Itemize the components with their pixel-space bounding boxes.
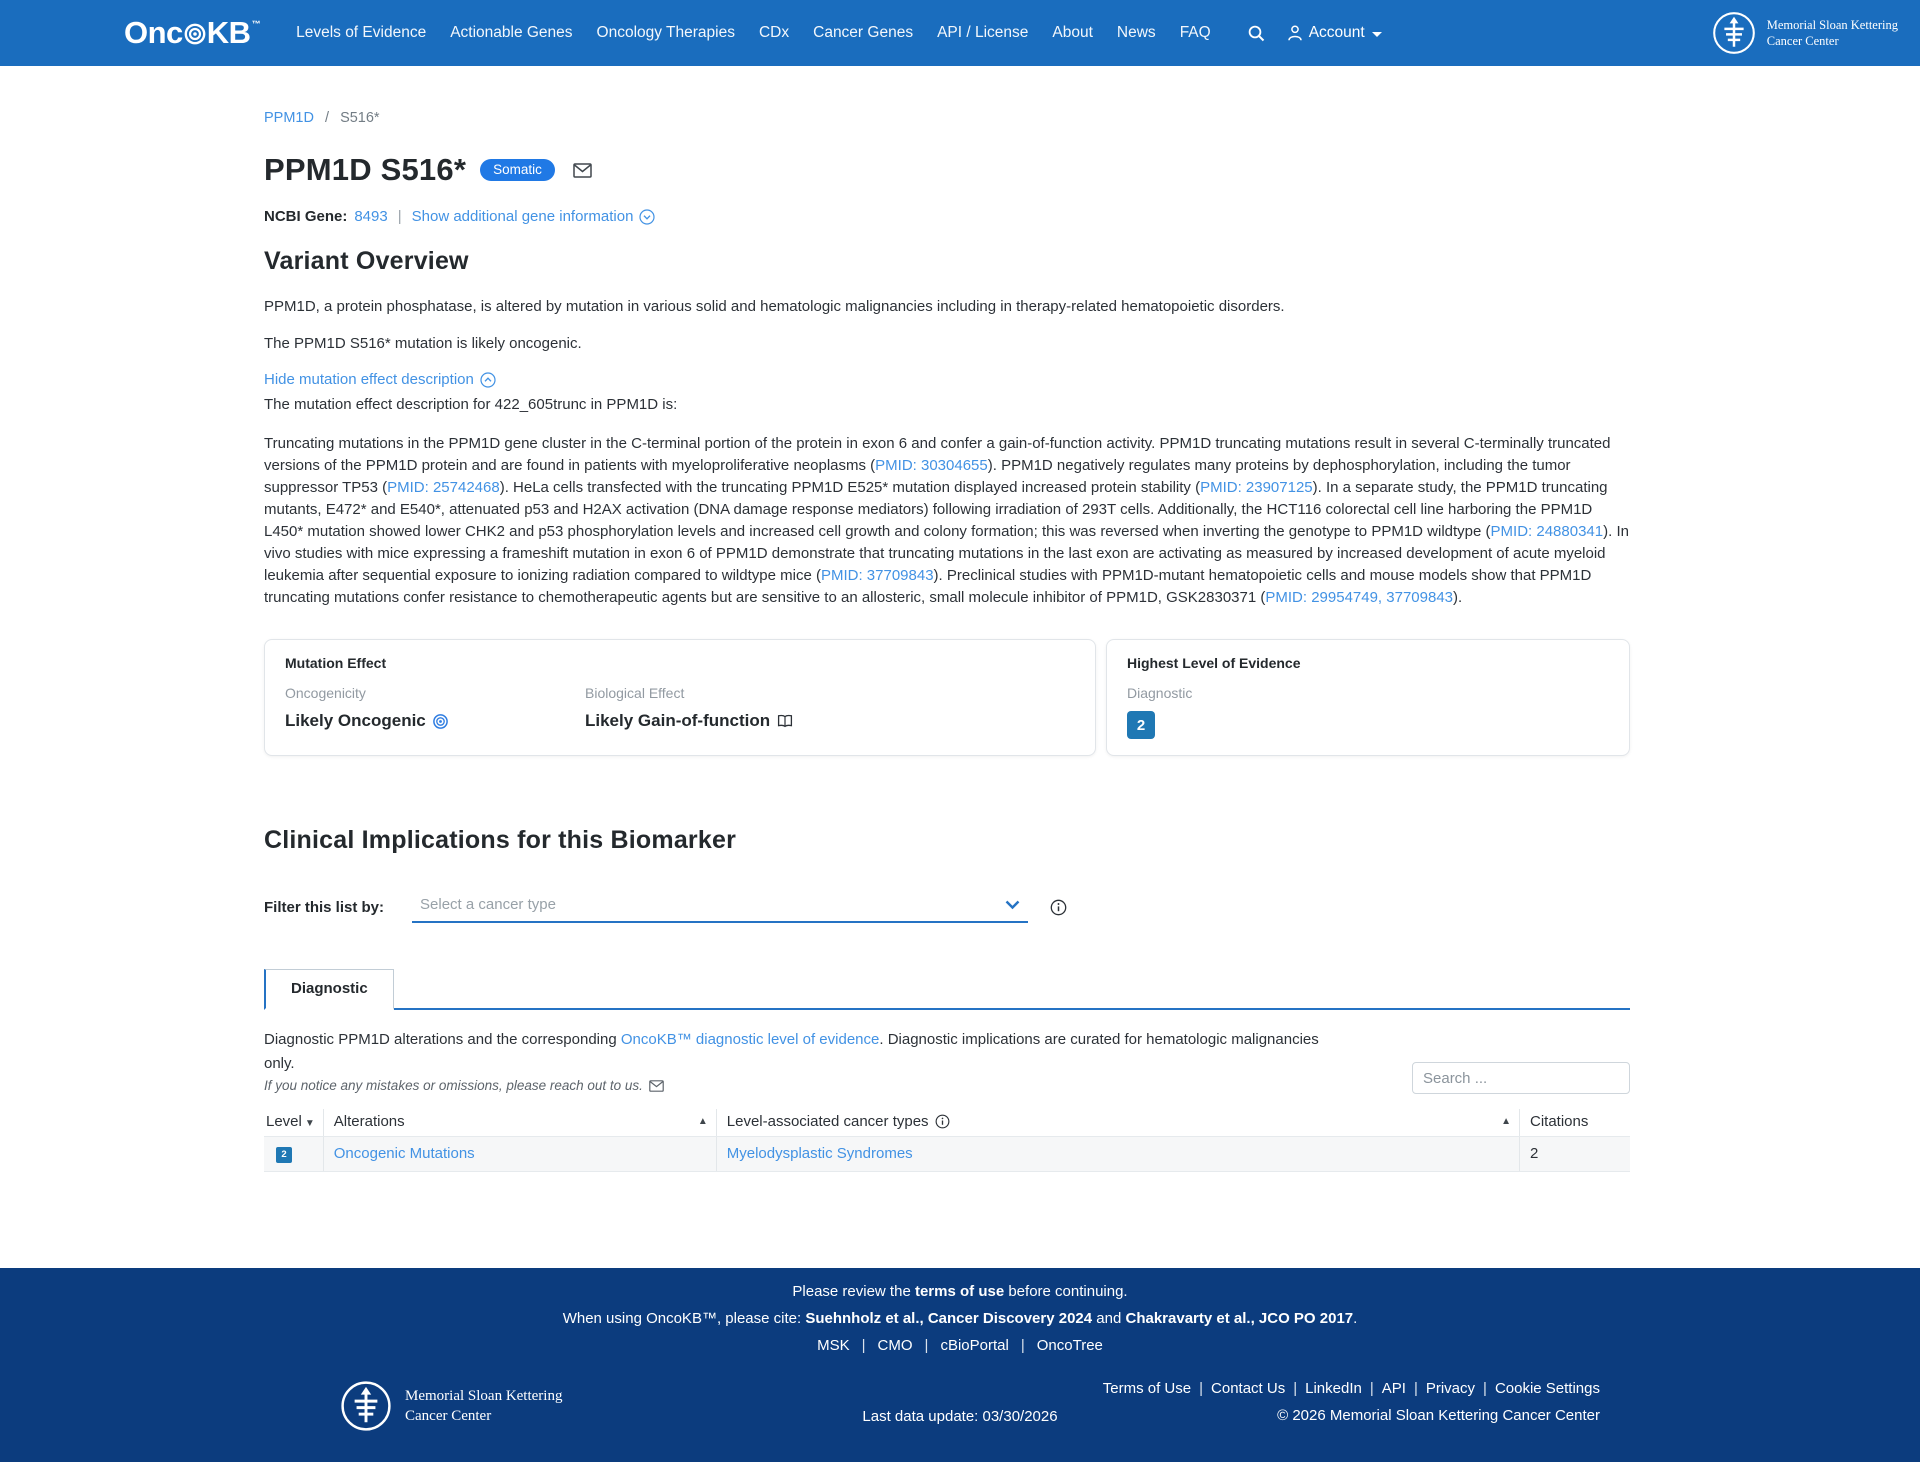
pmid-link[interactable]: PMID: 25742468 — [387, 479, 500, 496]
oncogenicity-label: Oncogenicity — [285, 685, 366, 701]
biological-effect-value: Likely Gain-of-function — [585, 711, 771, 730]
footer-quick-links — [0, 1337, 1920, 1355]
nav-link[interactable]: FAQ — [1179, 24, 1211, 41]
show-gene-info-link[interactable]: Show additional gene information — [411, 208, 634, 225]
alteration-link[interactable]: Oncogenic Mutations — [333, 1144, 475, 1162]
nav-link[interactable]: Actionable Genes — [450, 24, 573, 41]
pmid-link[interactable]: PMID: 24880341 — [1490, 523, 1604, 540]
footer-msk-name: Memorial Sloan Kettering Cancer Center — [405, 1387, 563, 1424]
somatic-badge: Somatic — [480, 159, 555, 182]
diagnostic-tab-panel — [264, 1028, 1630, 1172]
evidence-levels-link[interactable]: OncoKB™ diagnostic level of evidence — [620, 1031, 880, 1048]
cancer-type-select-placeholder: Select a cancer type — [420, 896, 556, 913]
footer-legal-link[interactable]: Contact Us — [1211, 1380, 1286, 1397]
person-icon — [1287, 24, 1303, 42]
ncbi-gene-id-link[interactable]: 8493 — [354, 208, 388, 225]
evidence-category-label: Diagnostic — [1127, 685, 1193, 701]
breadcrumb-separator: / — [325, 110, 330, 126]
ncbi-gene-label: NCBI Gene: — [264, 208, 348, 225]
footer-quick-link[interactable]: CMO — [877, 1337, 913, 1354]
terms-of-use-link[interactable]: terms of use — [914, 1283, 1005, 1300]
column-header-alterations[interactable]: Alterations ▲ — [323, 1109, 716, 1137]
nav-link[interactable]: Cancer Genes — [813, 24, 914, 41]
citations-count: 2 — [1520, 1137, 1631, 1172]
filter-info-icon[interactable] — [1050, 899, 1067, 916]
oncogenic-bullseye-icon[interactable] — [433, 714, 448, 729]
citation-link[interactable]: Chakravarty et al., JCO PO 2017 — [1125, 1310, 1354, 1327]
msk-mark-icon — [1712, 11, 1756, 55]
brand-text-pre: Onc — [124, 15, 183, 50]
chevron-down-icon — [1372, 32, 1382, 37]
citation-link[interactable]: Suehnholz et al., Cancer Discovery 2024 — [805, 1310, 1093, 1327]
gene-background-text: PPM1D, a protein phosphatase, is altered by mutation in various solid and hematologic malignancies including in therapy-related hematopoietic disorders. — [264, 298, 1285, 315]
terms-review-line: Please review the terms of use before continuing. — [792, 1283, 1128, 1300]
chevron-circle-up-icon — [480, 372, 496, 388]
nav-links — [284, 24, 1223, 42]
breadcrumb — [264, 110, 1630, 126]
breadcrumb-gene-link[interactable]: PPM1D — [264, 110, 314, 126]
table-row — [264, 1137, 1630, 1172]
citations-book-icon[interactable] — [777, 714, 793, 728]
implication-tabs — [264, 969, 1630, 1010]
account-menu[interactable] — [1287, 24, 1382, 42]
column-header-cancer-types[interactable]: Level-associated cancer types ▲ — [716, 1109, 1519, 1137]
footer-legal-link[interactable]: LinkedIn — [1305, 1380, 1362, 1397]
select-chevron-down-icon — [1005, 900, 1020, 910]
feedback-note-mail-icon[interactable] — [649, 1080, 664, 1092]
diagnostic-description: Diagnostic PPM1D alterations and the corresponding OncoKB™ diagnostic level of evidence. Diagnostic implications are curated for hematologic malignancies only. — [264, 1031, 1319, 1072]
separator: | — [1369, 1380, 1374, 1397]
top-navbar — [0, 0, 1920, 66]
tab-diagnostic[interactable]: Diagnostic — [264, 969, 394, 1010]
feedback-note: If you notice any mistakes or omissions, please reach out to us. — [264, 1078, 643, 1093]
separator: | — [1020, 1337, 1025, 1354]
oncokb-logo[interactable] — [124, 15, 260, 51]
cancer-type-select[interactable] — [412, 891, 1028, 923]
mutation-effect-card — [264, 639, 1096, 756]
footer-quick-link[interactable]: cBioPortal — [940, 1337, 1009, 1354]
nav-link[interactable]: Oncology Therapies — [596, 24, 735, 41]
biological-effect-label: Biological Effect — [585, 685, 685, 701]
separator: | — [1199, 1380, 1204, 1397]
separator: | — [1413, 1380, 1418, 1397]
divider: | — [397, 208, 402, 225]
highest-evidence-card — [1106, 639, 1630, 756]
last-data-update: Last data update: 03/30/2026 — [862, 1408, 1058, 1425]
column-header-level[interactable]: Level ▼ — [264, 1109, 323, 1137]
separator: | — [861, 1337, 866, 1354]
brand-text-post: KB — [206, 15, 251, 50]
variant-overview-heading: Variant Overview — [264, 247, 469, 275]
mutation-effect-description: Truncating mutations in the PPM1D gene cluster in the C-terminal portion of the protein in exon 6 and confer a gain-of-function activity. PPM1D truncating mutations result in several C-terminally truncated versions of the PPM1D protein and are found in patients with myeloproliferative neoplasms (PMID: 30304655). PPM1D negatively regulates many proteins by dephosphorylation, including the tumor suppressor TP53 (PMID: 25742468). HeLa cells transfected with the truncating PPM1D E525* mutation displayed increased protein stability (PMID: 23907125). In a separate study, the PPM1D truncating mutants, E472* and E540*, attenuated p53 and H2AX activation (DNA damage response mediators) following irradiation of 293T cells. Additionally, the HCT116 colorectal cell line harboring the PPM1D L450* mutation showed lower CHK2 and p53 phosphorylation levels and increased cell growth and colony formation; this was reversed when inverting the genotype to PPM1D wildtype (PMID: 24880341). In vivo studies with mice expressing a frameshift mutation in exon 6 of PPM1D demonstrate that truncating mutations in the last exon are activating as measured by increased development of acute myeloid leukemia after sequential exposure to ionizing radiation compared to wildtype mice (PMID: 37709843). Preclinical studies with PPM1D-mutant hematopoietic cells and mouse models show that PPM1D truncating mutations confer resistance to chemotherapeutic agents but are sensitive to an allosteric, small molecule inhibitor of PPM1D, GSK2830371 (PMID: 29954749, 37709843). — [264, 435, 1629, 606]
oncogenicity-value: Likely Oncogenic — [285, 711, 426, 730]
diagnostic-implications-table — [264, 1109, 1630, 1172]
cancer-type-link[interactable]: Myelodysplastic Syndromes — [726, 1144, 913, 1162]
feedback-mail-icon[interactable] — [573, 163, 592, 178]
footer-legal-links — [1103, 1380, 1600, 1397]
filter-label: Filter this list by: — [264, 898, 385, 916]
mutation-effect-intro: The mutation effect description for 422_605trunc in PPM1D is: — [264, 396, 678, 413]
chevron-circle-down-icon[interactable] — [639, 209, 655, 225]
nav-link[interactable]: News — [1116, 24, 1156, 41]
footer-quick-link[interactable]: OncoTree — [1036, 1337, 1103, 1354]
main-content — [0, 110, 1630, 1172]
footer-quick-link[interactable]: MSK — [817, 1337, 850, 1354]
row-level-badge: 2 — [276, 1147, 292, 1163]
sort-desc-icon: ▼ — [304, 1118, 315, 1129]
footer-legal-link[interactable]: Terms of Use — [1102, 1380, 1192, 1397]
breadcrumb-current: S516* — [340, 110, 380, 126]
sort-asc-icon: ▲ — [1501, 1116, 1511, 1127]
page-footer — [0, 1268, 1920, 1462]
variant-effect-text: The PPM1D S516* mutation is likely oncogenic. — [264, 335, 582, 352]
search-icon[interactable] — [1239, 24, 1273, 42]
brand-bullseye-icon — [184, 23, 206, 45]
brand-trademark: ™ — [251, 19, 261, 29]
msk-logo[interactable] — [1712, 11, 1898, 55]
pmid-link[interactable]: PMID: 37709843 — [820, 567, 934, 584]
mutation-effect-card-title: Mutation Effect — [285, 655, 387, 671]
footer-legal-link[interactable]: API — [1381, 1380, 1406, 1397]
pmid-link[interactable]: PMID: 23907125 — [1200, 479, 1313, 496]
page-title: PPM1D S516* — [264, 152, 467, 187]
nav-link[interactable]: CDx — [758, 24, 790, 41]
pmid-link[interactable]: PMID: 29954749, 37709843 — [1265, 589, 1454, 606]
separator: | — [1293, 1380, 1298, 1397]
hide-mutation-effect-link[interactable]: Hide mutation effect description — [264, 371, 496, 388]
copyright: © 2026 Memorial Sloan Kettering Cancer Center — [1277, 1407, 1600, 1424]
separator: | — [924, 1337, 929, 1354]
cancer-types-info-icon[interactable] — [935, 1114, 950, 1129]
footer-legal-link[interactable]: Cookie Settings — [1494, 1380, 1600, 1397]
clinical-implications-heading: Clinical Implications for this Biomarker — [264, 826, 737, 854]
table-search-input[interactable] — [1412, 1062, 1630, 1094]
footer-legal-link[interactable]: Privacy — [1425, 1380, 1476, 1397]
account-label: Account — [1308, 24, 1365, 41]
sort-asc-icon: ▲ — [697, 1116, 708, 1127]
msk-name: Memorial Sloan Kettering Cancer Center — [1766, 17, 1898, 48]
nav-link[interactable]: API / License — [937, 24, 1029, 41]
citation-line: When using OncoKB™, please cite: Suehnholz et al., Cancer Discovery 2024 and Chakravarty et al., JCO PO 2017. — [562, 1310, 1358, 1327]
highest-evidence-card-title: Highest Level of Evidence — [1127, 655, 1301, 671]
nav-link[interactable]: About — [1052, 24, 1093, 41]
separator: | — [1483, 1380, 1487, 1397]
column-header-citations[interactable]: Citations — [1520, 1109, 1631, 1137]
nav-link[interactable]: Levels of Evidence — [296, 24, 427, 41]
level-2-badge: 2 — [1127, 711, 1155, 739]
pmid-link[interactable]: PMID: 30304655 — [875, 457, 988, 474]
